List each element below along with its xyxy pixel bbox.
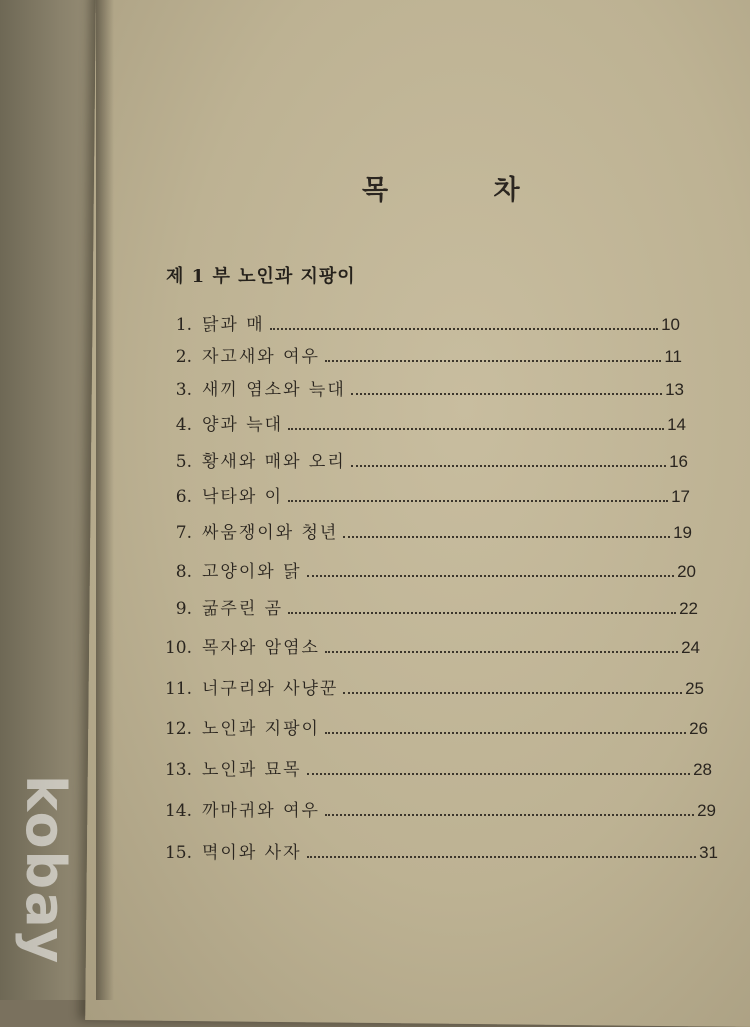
entry-number: 12. — [164, 719, 192, 739]
entry-number: 5. — [175, 452, 192, 472]
toc-entry-4 — [150, 410, 686, 435]
entry-title: 새끼 염소와 늑대 — [202, 380, 346, 400]
toc-title: 목 차 — [362, 175, 568, 206]
entry-page: 28 — [693, 760, 712, 779]
dot-leader — [351, 464, 666, 467]
entry-number: 10. — [164, 638, 192, 658]
dot-leader — [270, 327, 658, 330]
watermark: kobay — [14, 775, 77, 966]
dot-leader — [325, 650, 678, 653]
dot-leader — [307, 855, 697, 858]
toc-entry-10 — [150, 633, 700, 658]
entry-title: 황새와 매와 오리 — [202, 452, 346, 472]
toc-entry-5 — [150, 447, 688, 472]
toc-entry-2 — [150, 342, 682, 367]
entry-title: 양과 늑대 — [202, 415, 284, 435]
entry-number: 8. — [175, 562, 192, 582]
dot-leader — [325, 359, 661, 362]
toc-entry-1 — [150, 310, 680, 335]
dot-leader — [288, 611, 676, 614]
entry-number: 2. — [175, 347, 192, 367]
entry-number: 13. — [164, 760, 192, 780]
entry-title: 목자와 암염소 — [202, 638, 320, 658]
toc-entry-12 — [150, 714, 708, 739]
entry-title: 자고새와 여우 — [202, 347, 320, 367]
toc-entry-13 — [150, 755, 712, 780]
entry-title: 굶주린 곰 — [202, 599, 284, 619]
entry-number: 1. — [175, 315, 192, 335]
entry-page: 13 — [665, 380, 684, 399]
entry-page: 10 — [661, 315, 680, 334]
entry-title: 까마귀와 여우 — [202, 801, 320, 821]
entry-title: 너구리와 사냥꾼 — [202, 679, 339, 699]
entry-title: 싸움쟁이와 청년 — [202, 523, 339, 543]
toc-entry-3 — [150, 375, 684, 400]
dot-leader — [325, 813, 694, 816]
part-heading: 제 1 부 노인과 지팡이 — [166, 266, 356, 287]
dot-leader — [307, 772, 691, 775]
dot-leader — [351, 392, 662, 395]
entry-page: 11 — [664, 347, 682, 366]
book-page — [85, 0, 750, 1027]
entry-page: 25 — [685, 679, 704, 698]
entry-page: 19 — [673, 523, 692, 542]
toc-entry-9 — [150, 594, 698, 619]
toc-entry-8 — [150, 557, 696, 582]
entry-number: 9. — [175, 599, 192, 619]
entry-number: 14. — [164, 801, 192, 821]
dot-leader — [343, 691, 682, 694]
entry-page: 16 — [669, 452, 688, 471]
entry-page: 22 — [679, 599, 698, 618]
dot-leader — [288, 499, 668, 502]
toc-entry-14 — [150, 796, 716, 821]
page-gutter-shadow — [96, 0, 114, 1000]
entry-page: 24 — [681, 638, 700, 657]
entry-title: 노인과 묘목 — [202, 760, 302, 780]
entry-number: 15. — [164, 843, 192, 863]
toc-entry-6 — [150, 482, 690, 507]
entry-page: 17 — [671, 487, 690, 506]
dot-leader — [343, 535, 670, 538]
entry-title: 노인과 지팡이 — [202, 719, 320, 739]
entry-page: 29 — [697, 801, 716, 820]
toc-entry-11 — [150, 674, 704, 699]
entry-number: 11. — [164, 679, 192, 699]
dot-leader — [325, 731, 686, 734]
entry-title: 닭과 매 — [202, 315, 265, 335]
entry-number: 4. — [175, 415, 192, 435]
entry-page: 14 — [667, 415, 686, 434]
dot-leader — [307, 574, 675, 577]
toc-entry-15 — [150, 838, 718, 863]
entry-page: 26 — [689, 719, 708, 738]
dot-leader — [288, 427, 664, 430]
entry-page: 20 — [677, 562, 696, 581]
entry-page: 31 — [699, 843, 718, 862]
entry-title: 고양이와 닭 — [202, 562, 302, 582]
toc-entry-7 — [150, 518, 692, 543]
entry-title: 낙타와 이 — [202, 487, 284, 507]
entry-number: 7. — [175, 523, 192, 543]
entry-number: 6. — [175, 487, 192, 507]
entry-number: 3. — [175, 380, 192, 400]
entry-title: 멱이와 사자 — [202, 843, 302, 863]
